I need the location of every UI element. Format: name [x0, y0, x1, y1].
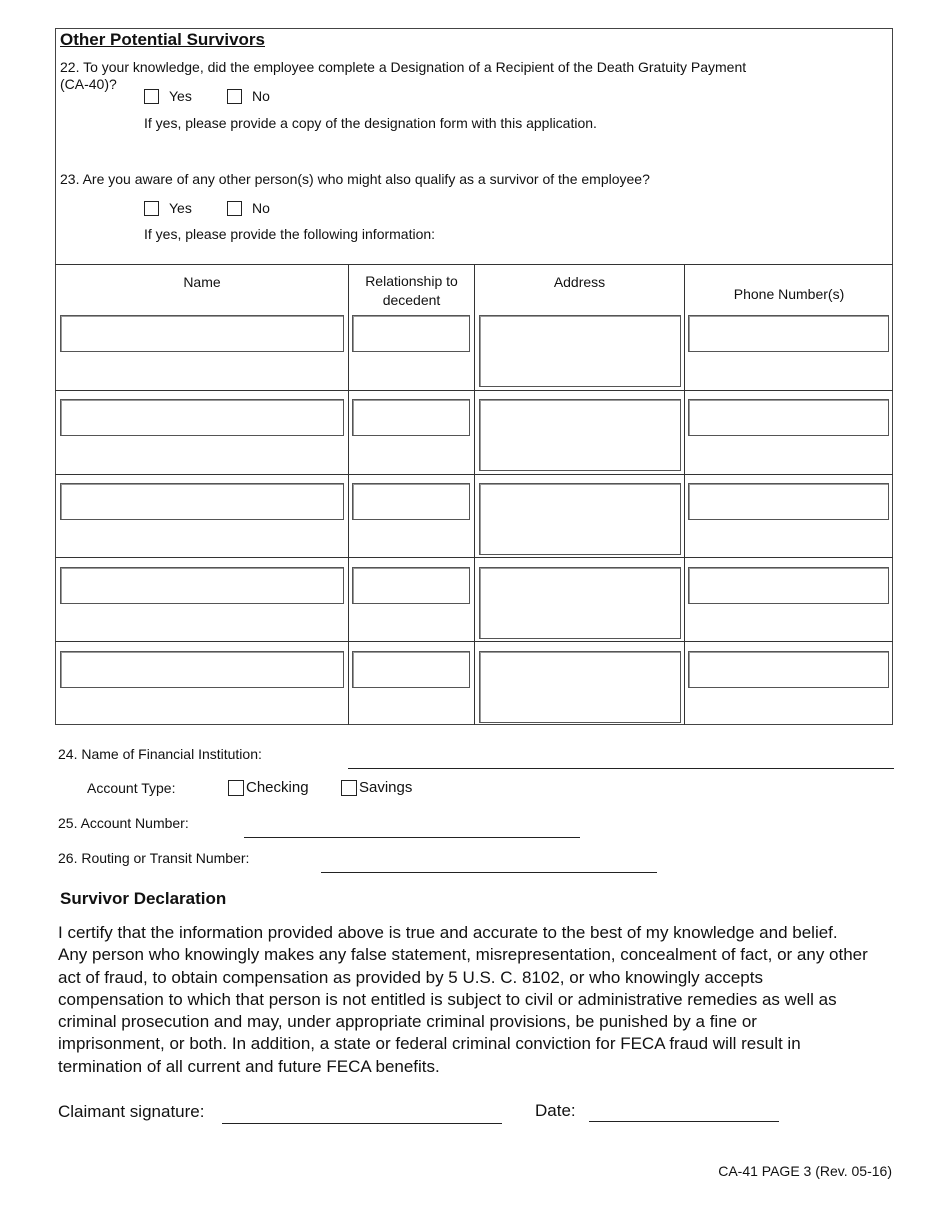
q22-no-option[interactable]	[227, 88, 270, 104]
survivor-phone-input[interactable]	[688, 399, 889, 436]
checking-checkbox[interactable]	[228, 780, 244, 796]
q22-note: If yes, please provide a copy of the designation form with this application.	[144, 115, 597, 131]
checking-option[interactable]	[228, 779, 309, 796]
survivor-relationship-input[interactable]	[352, 567, 470, 604]
q22-text-line1: 22. To your knowledge, did the employee complete a Designation of a Recipient of the Death Gratuity Payment	[60, 59, 747, 75]
q23-text: 23. Are you aware of any other person(s) who might also qualify as a survivor of the employee?	[60, 171, 650, 187]
q22-no-checkbox[interactable]	[227, 89, 242, 104]
survivor-name-input[interactable]	[60, 483, 344, 520]
q22-text-line2: (CA-40)?	[60, 76, 117, 92]
checking-label: Checking	[246, 779, 309, 796]
account-type-label: Account Type:	[87, 780, 176, 796]
survivor-phone-input[interactable]	[688, 651, 889, 688]
declaration-text: I certify that the information provided above is true and accurate to the best of my knowledge and belief. Any person who knowingly makes any false statement, misrepresentation, concealment of fact, or any other act of fraud, to obtain compensation as provided by 5 U.S. C. 8102, or who knowingly accepts compensation to which that person is not entitled is subject to civil or administrative remedies as well as criminal prosecution and may, under appropriate criminal provisions, be punished by a fine or imprisonment, or both. In addition, a state or federal criminal conviction for FECA fraud will result in termination of all current and future FECA benefits.	[58, 923, 868, 1076]
q22-yes-checkbox[interactable]	[144, 89, 159, 104]
survivor-phone-input[interactable]	[688, 315, 889, 352]
claimant-signature-line[interactable]	[222, 1123, 502, 1124]
header-relationship-line1: Relationship to	[365, 273, 458, 289]
form-footer: CA-41 PAGE 3 (Rev. 05-16)	[718, 1163, 892, 1179]
survivor-name-input[interactable]	[60, 315, 344, 352]
header-relationship-line2: decedent	[382, 292, 441, 308]
q26-label: 26. Routing or Transit Number:	[58, 850, 250, 866]
table-col-divider	[348, 264, 349, 725]
savings-checkbox[interactable]	[341, 780, 357, 796]
routing-number-line[interactable]	[321, 872, 657, 873]
q25-label: 25. Account Number:	[58, 815, 189, 831]
q23-yes-label: Yes	[169, 200, 192, 216]
survivor-name-input[interactable]	[60, 399, 344, 436]
account-number-line[interactable]	[244, 837, 580, 838]
survivor-name-input[interactable]	[60, 651, 344, 688]
survivor-relationship-input[interactable]	[352, 399, 470, 436]
survivor-address-input[interactable]	[479, 483, 681, 555]
header-name: Name	[183, 274, 221, 290]
q23-no-label: No	[252, 200, 270, 216]
q23-yes-option[interactable]	[144, 200, 192, 216]
q23-yes-checkbox[interactable]	[144, 201, 159, 216]
q23-no-option[interactable]	[227, 200, 270, 216]
section-title: Other Potential Survivors	[60, 30, 265, 49]
header-phone: Phone Number(s)	[733, 286, 845, 302]
q22-no-label: No	[252, 88, 270, 104]
survivor-relationship-input[interactable]	[352, 651, 470, 688]
q22-yes-label: Yes	[169, 88, 192, 104]
claimant-signature-label: Claimant signature:	[58, 1102, 205, 1121]
survivor-address-input[interactable]	[479, 567, 681, 639]
savings-option[interactable]	[341, 779, 412, 796]
table-col-divider	[474, 264, 475, 725]
table-col-divider	[684, 264, 685, 725]
survivor-address-input[interactable]	[479, 651, 681, 723]
survivor-relationship-input[interactable]	[352, 483, 470, 520]
survivor-address-input[interactable]	[479, 315, 681, 387]
savings-label: Savings	[359, 779, 413, 796]
survivor-address-input[interactable]	[479, 399, 681, 471]
survivor-name-input[interactable]	[60, 567, 344, 604]
declaration-title: Survivor Declaration	[60, 889, 227, 908]
q24-label: 24. Name of Financial Institution:	[58, 746, 262, 762]
date-line[interactable]	[589, 1121, 779, 1122]
q23-note: If yes, please provide the following information:	[144, 226, 436, 242]
survivor-phone-input[interactable]	[688, 567, 889, 604]
financial-institution-line[interactable]	[348, 768, 894, 769]
survivor-relationship-input[interactable]	[352, 315, 470, 352]
q23-no-checkbox[interactable]	[227, 201, 242, 216]
header-address: Address	[553, 274, 606, 290]
survivor-phone-input[interactable]	[688, 483, 889, 520]
date-label: Date:	[535, 1101, 576, 1120]
q22-yes-option[interactable]	[144, 88, 192, 104]
